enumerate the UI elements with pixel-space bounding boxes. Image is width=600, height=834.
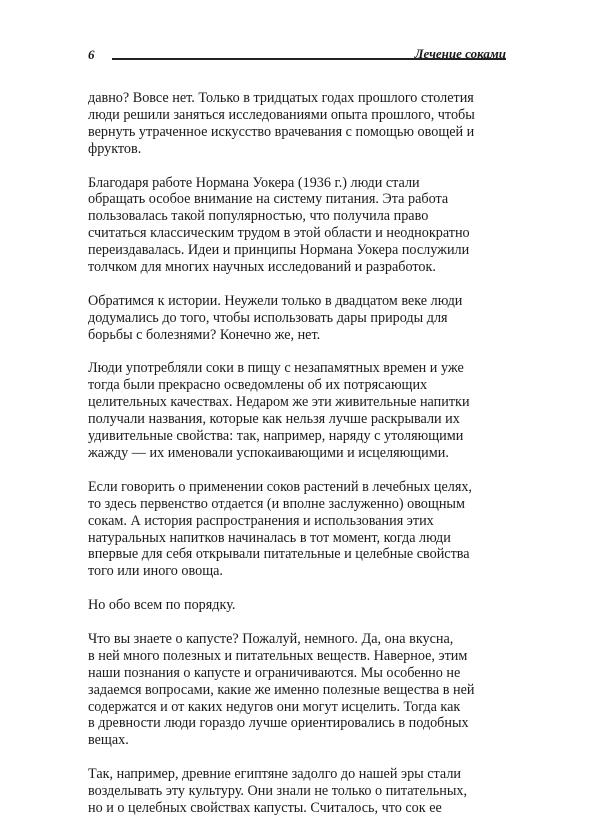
text-line: Обратимся к истории. Неужели только в двадцатом веке люди — [88, 292, 463, 309]
text-line: Но обо всем по порядку. — [88, 597, 236, 614]
paragraph — [88, 293, 526, 344]
text-line: в древности люди гораздо лучше ориентировались в подобных — [88, 715, 469, 732]
text-line: впервые для себя открывали питательные и целебные свойства — [88, 546, 470, 563]
text-line: возделывать эту культуру. Они знали не только о питательных, — [88, 783, 467, 800]
text-line: Так, например, древние египтяне задолго до нашей эры стали — [88, 766, 462, 783]
text-line: то здесь первенство отдается (и вполне заслуженно) овощным — [88, 495, 465, 512]
text-line: удивительные свойства: так, например, наряду с утоляющими — [88, 428, 464, 445]
text-line: Что вы знаете о капусте? Пожалуй, немного. Да, она вкусна, — [88, 630, 454, 647]
text-line: Если говорить о применении соков растений в лечебных целях, — [88, 478, 472, 495]
text-line: борьбы с болезнями? Конечно же, нет. — [88, 326, 321, 343]
paragraph — [88, 631, 526, 749]
text-line: целительных качествах. Недаром же эти живительные напитки — [88, 394, 470, 411]
running-title: Лечение соками — [414, 46, 506, 61]
page-header — [0, 0, 600, 80]
paragraph — [88, 766, 526, 817]
page-number: 6 — [88, 47, 95, 62]
paragraph — [88, 597, 526, 614]
text-line: содержатся и от каких недугов они могут исцелить. Тогда как — [88, 698, 461, 715]
text-line: толчком для многих научных исследований и разработок. — [88, 259, 436, 276]
body-text — [88, 90, 526, 834]
text-line: люди решили заняться исследованиями опыта прошлого, чтобы — [88, 106, 475, 123]
text-line: пользовалась такой популярностью, что получила право — [88, 208, 429, 225]
text-line: но и о целебных свойствах капусты. Считалось, что сок ее — [88, 799, 442, 816]
text-line: жажду — их именовали успокаивающими и исцеляющими. — [88, 444, 449, 461]
text-line: задаемся вопросами, какие же именно полезные вещества в ней — [88, 681, 475, 698]
text-line: сокам. А история распространения и использования этих — [88, 512, 434, 529]
text-line: получали названия, которые как нельзя лучше раскрывали их — [88, 411, 460, 428]
text-line: того или иного овоща. — [88, 563, 223, 580]
text-line: додумались до того, чтобы использовать дары природы для — [88, 309, 448, 326]
paragraph — [88, 90, 526, 158]
text-line: наши познания о капусте и ограничиваются. Мы особенно не — [88, 664, 461, 681]
text-line: считаться классическим трудом в этой области и неоднократно — [88, 225, 470, 242]
paragraph — [88, 479, 526, 580]
text-line: в ней много полезных и питательных веществ. Наверное, этим — [88, 647, 468, 664]
text-line: фруктов. — [88, 140, 142, 157]
text-line: давно? Вовсе нет. Только в тридцатых годах прошлого столетия — [88, 90, 474, 106]
text-line: обращать особое внимание на систему питания. Эта работа — [88, 191, 449, 208]
text-line: натуральных напитков начиналась в тот момент, когда люди — [88, 529, 451, 546]
text-line: тогда были прекрасно осведомлены об их потрясающих — [88, 377, 428, 394]
paragraph — [88, 175, 526, 276]
text-line: вернуть утраченное искусство врачевания с помощью овощей и — [88, 123, 475, 140]
paragraph — [88, 360, 526, 461]
text-line: переиздавалась. Идеи и принципы Нормана Уокера послужили — [88, 242, 470, 259]
text-line: Люди употребляли соки в пищу с незапамятных времен и уже — [88, 360, 464, 377]
text-line: вещах. — [88, 732, 129, 749]
text-line: Благодаря работе Нормана Уокера (1936 г.) люди стали — [88, 174, 420, 191]
